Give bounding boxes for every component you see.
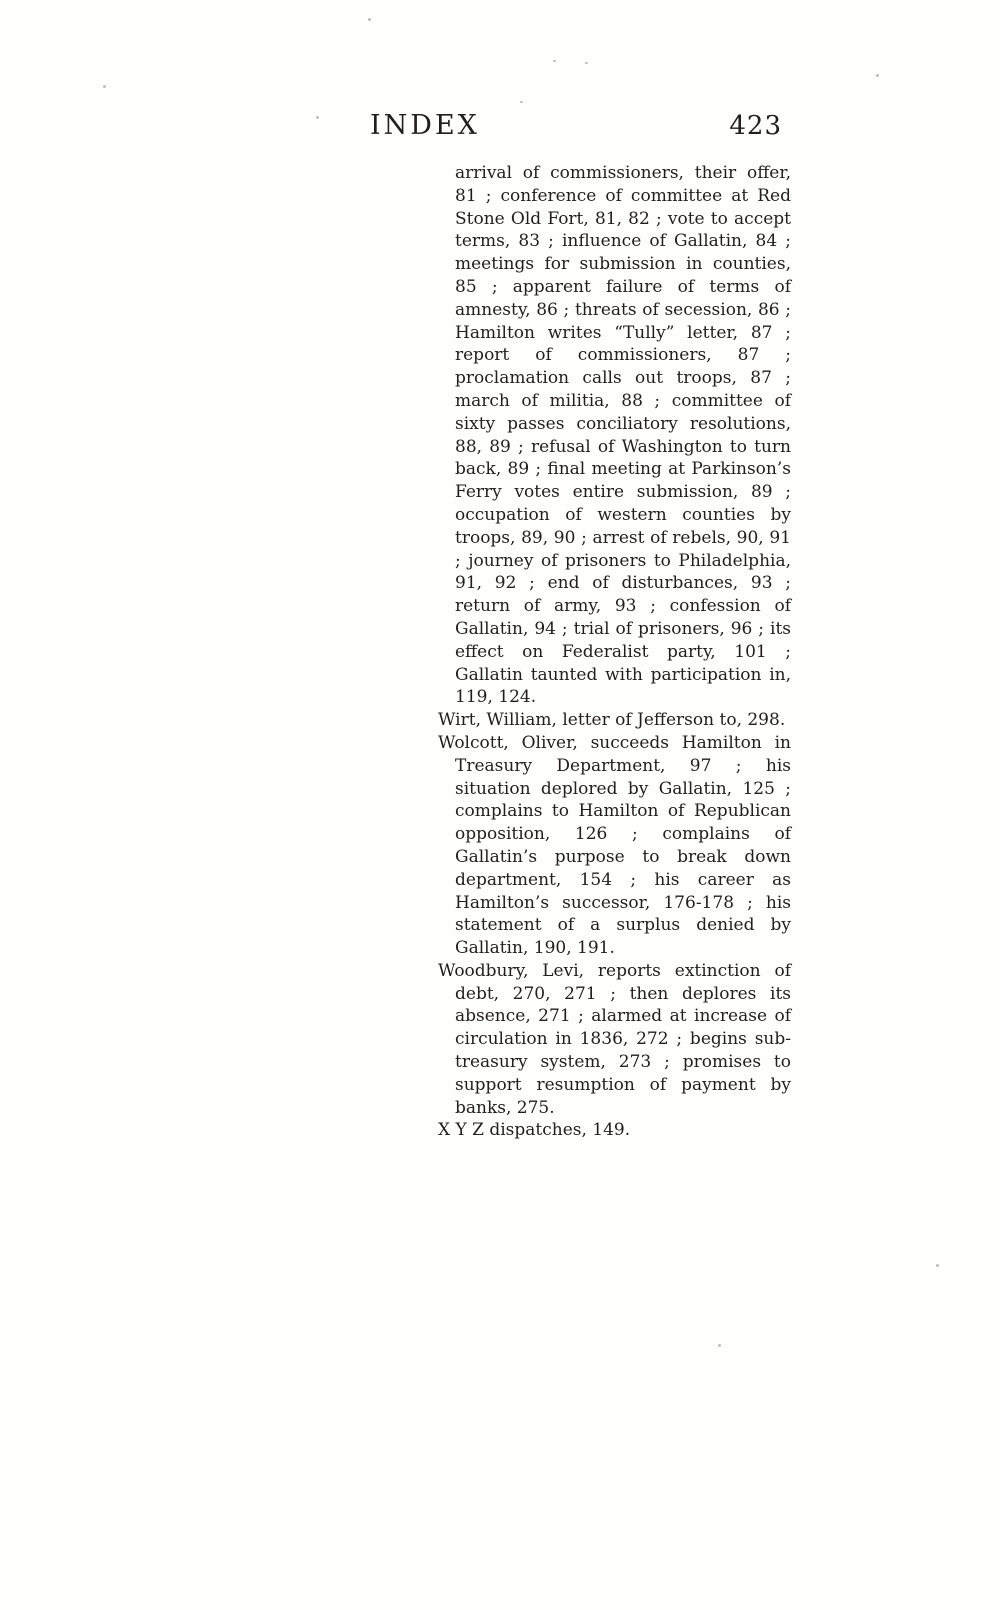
scan-speck <box>368 18 371 21</box>
index-entry-wolcott: Wolcott, Oliver, succeeds Hamilton in Treasury Department, 97 ; his situation deplored by Gallatin, 125 ; complains to Hamilton of Republican opposition, 126 ; complains of Gallatin’s purpose to break down department, 154 ; his career as Hamilton’s successor, 176-178 ; his statement of a surplus denied by Gallatin, 190, 191. <box>438 732 791 959</box>
page-title: INDEX <box>370 110 480 141</box>
index-entry-woodbury: Woodbury, Levi, reports extinction of debt, 270, 271 ; then deplores its absence, 271 ; alarmed at increase of circulation in 1836, 272 ; begins sub-treasury system, 273 ; promises to support resumption of payment by banks, 275. <box>438 960 791 1118</box>
scan-speck <box>316 116 319 119</box>
scan-speck <box>876 74 879 77</box>
index-column <box>438 162 791 1142</box>
scan-speck <box>553 60 556 62</box>
scan-speck <box>718 1344 721 1347</box>
index-entry-wirt: Wirt, William, letter of Jefferson to, 298. <box>438 710 786 731</box>
page-number: 423 <box>729 111 782 141</box>
scan-speck <box>936 1264 939 1267</box>
scan-speck <box>520 101 523 103</box>
index-entry-continuation: arrival of commissioners, their offer, 81 ; conference of committee at Red Stone Old Fort, 81, 82 ; vote to accept terms, 83 ; influence of Gallatin, 84 ; meetings for submission in counties, 85 ; apparent failure of terms of amnesty, 86 ; threats of secession, 86 ; Hamilton writes “Tully” letter, 87 ; report of commissioners, 87 ; proclamation calls out troops, 87 ; march of militia, 88 ; committee of sixty passes conciliatory resolutions, 88, 89 ; refusal of Washington to turn back, 89 ; final meeting at Parkinson’s Ferry votes entire submission, 89 ; occupation of western counties by troops, 89, 90 ; arrest of rebels, 90, 91 ; journey of prisoners to Philadelphia, 91, 92 ; end of disturbances, 93 ; return of army, 93 ; confession of Gallatin, 94 ; trial of prisoners, 96 ; its effect on Federalist party, 101 ; Gallatin taunted with participation in, 119, 124. <box>455 163 791 708</box>
running-head <box>370 110 782 141</box>
scan-speck <box>103 85 106 88</box>
index-entry-xyz: X Y Z dispatches, 149. <box>438 1120 631 1141</box>
scan-speck <box>585 62 588 64</box>
